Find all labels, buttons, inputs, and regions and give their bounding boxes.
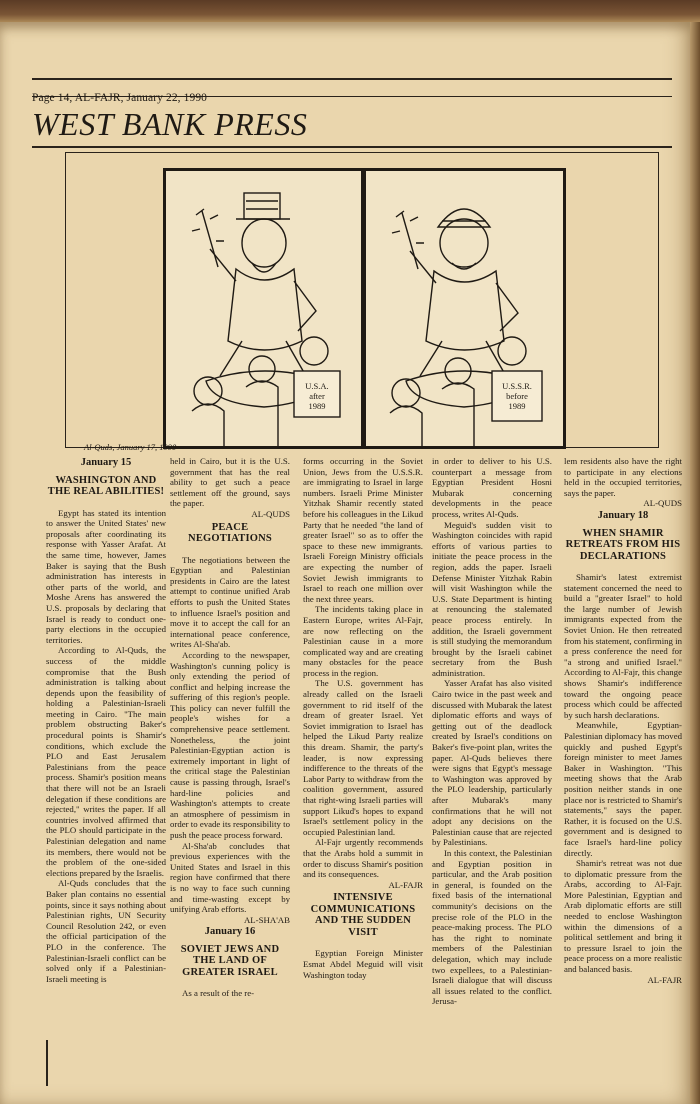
article-paragraph: Al-Sha'ab concludes that previous experiences with the United States and Israel in this region have confirmed that there is no way to face such cunning and time-wasting except by unifying Arab efforts. (170, 840, 290, 915)
article-headline: WHEN SHAMIR RETREATS FROM HIS DECLARATIONS (565, 527, 681, 562)
article-paragraph: held in Cairo, but it is the U.S. government that has the real ability to get such a peace settlement off the ground, says the paper. (170, 456, 290, 509)
section-title: WEST BANK PRESS (32, 106, 308, 142)
source-credit: AL-QUDS (643, 498, 682, 509)
title-rule (32, 146, 672, 148)
sign-ussr (492, 381, 542, 411)
article-headline: SOVIET JEWS AND THE LAND OF GREATER ISRAEL (180, 943, 280, 978)
top-rule (32, 78, 672, 80)
article-paragraph: Shamir's retreat was not due to diplomatic pressure from the Arabs, according to Al-Fajr. More Palestinian, Egyptian and Arab diplomatic efforts are still needed to enclose Washington within the dimensions of a political settlement and bring it to pressure Israel to join the peace process on a more realistic and balanced basis. (564, 858, 682, 975)
article-paragraph: Meguid's sudden visit to Washington coincides with rapid efforts of various parties to initiate the peace process in the region, adds the paper. Israeli Defense Minister Yitzhak Rabin will visit Washington while the U.S. State Department is hinting at renouncing the stalemated peace process entirely. In addition, the Israeli government is still studying the memorandum brought by the Israeli cabinet secretary from the Bush administration. (432, 519, 552, 678)
article-paragraph: The U.S. government has already called on the Israeli government to rid itself of the dream of greater Israel. Yet Soviet immigration to Israel has helped the Likud Party realize this dream. Shamir, the party's leader, is now expressing indifference to the threats of the Labor Party to withdraw from the coalition government, assured that right-wing Israeli parties will support Likud's hopes to expand Israel's settlement policy in the occupied Palestinian land. (303, 678, 423, 837)
article-paragraph: According to the newspaper, Washington's cunning policy is only extending the period of conflict and helping increase the suffering of this region's people. This policy can never fulfill the people's wishes for a comprehensive peace settlement. Nonetheless, the joint Palestinian-Egyptian action is extremely important in light of the critical stage the Palestinian cause is passing through, Israel's hard-line policies and Washington's attempts to create an atmosphere of pessimism in order to evade its responsibility to push the peace process forward. (170, 649, 290, 840)
article-paragraph: Al-Fajr urgently recommends that the Arabs hold a summit in order to discuss Shamir's position and its consequences. (303, 837, 423, 880)
article-paragraph: Al-Quds concludes that the Baker plan contains no essential points, since it says nothing about Palestinian rights, UN Security Council Resolution 242, or even the official participation of the PLO in the conference. The Palestinian-Israeli conflict can be solved only if a Palestinian-Israeli meeting is (46, 878, 166, 984)
sign-usa-line3: 1989 (308, 401, 326, 411)
article-paragraph: Egyptian Foreign Minister Esmat Abdel Meguid will visit Washington today (303, 948, 423, 980)
source-credit: AL-FAJR (388, 879, 423, 890)
sign-usa-line2: after (309, 391, 325, 401)
column-4 (432, 456, 552, 1007)
article-paragraph: Egypt has stated its intention to answer the United States' new proposals after coordinating its response with Yasser Arafat. At the same time, however, James Baker is saying that the Bush administration has interests in other parts of the world, and Moshe Arens has answered the U.S. proposals by declaring that Israel is ready to conduct one-party elections in the occupied territories. (46, 507, 166, 645)
sign-usa-line1: U.S.A. (305, 381, 329, 391)
article-headline: WASHINGTON AND THE REAL ABILITIES! (47, 474, 165, 498)
column-5 (564, 456, 682, 985)
sign-ussr-line2: before (506, 391, 528, 401)
cartoon-panel-right (363, 168, 566, 449)
column-1 (46, 456, 166, 984)
source-credit: AL-FAJR (647, 974, 682, 985)
date-heading: January 16 (204, 926, 256, 938)
article-paragraph: forms occurring in the Soviet Union, Jews from the U.S.S.R. are immigrating to Israel in large numbers. Israeli Prime Minister Yitzhak Shamir recently stated before his colleagues in the Likud Party that he needed "the land of greater Israel" so as to offer the space to these new immigrants. Israeli Foreign Ministry officials are expecting the number of Soviet Jewish immigrants to Israel to reach one million over the next three years. (303, 456, 423, 604)
column-3 (303, 456, 423, 980)
source-credit: AL-SHA'AB (243, 914, 290, 925)
margin-mark (46, 1040, 48, 1086)
page-header: Page 14, AL-FAJR, January 22, 1990 (32, 92, 208, 104)
column-2 (170, 456, 290, 999)
article-paragraph: As a result of the re- (182, 988, 255, 999)
page-edge (690, 22, 700, 1104)
cartoon-credit: Al-Quds, January 17, 1990 (84, 442, 177, 452)
article-paragraph: The incidents taking place in Eastern Europe, writes Al-Fajr, are now reflecting on the Palestinian cause in a more complicated way and are creating many obstacles for the peace process in the region. (303, 604, 423, 678)
article-paragraph: Shamir's latest extremist statement concerned the need to build a "greater Israel" to hold the large number of Jewish immigrants expected from the Soviet Union. He then retreated from his statement, confirming in a press conference the need for "a strong and unified Israel." According to Al-Fajr, this change shows Shamir's indifference toward the ongoing peace process which could be affected by such harsh declarations. (564, 572, 683, 720)
article-paragraph: Meanwhile, Egyptian-Palestinian diplomacy has moved quickly and pushed Egypt's foreign minister to meet James Baker in Washington. "This meeting shows that the Arab position neither stands in one place nor is restricted to Shamir's statements," says the paper. Rather, it is focused on the U.S. government and is designed to face Israel's hard-line policy directly. (564, 720, 683, 858)
date-heading: January 18 (597, 509, 649, 521)
article-paragraph: lem residents also have the right to participate in any elections held in the occupied territories, says the paper. (564, 456, 682, 498)
article-paragraph: in order to deliver to his U.S. counterpart a message from Egyptian President Hosni Mubarak concerning developments in the peace process, writes Al-Quds. (432, 456, 552, 519)
date-heading: January 15 (80, 457, 132, 468)
binding-strip (0, 0, 700, 24)
article-paragraph: In this context, the Palestinian and Egyptian position in particular, and the Arab position in general, is founded on the fixed basis of the international community's decisions on the precise role of the PLO in the peace-making process. The PLO has the right to nominate members of the Palestinian delegation, which may include two expellees, to a Palestinian-Israeli dialogue that will discuss all issues related to the conflict. Jerusa- (432, 847, 552, 1007)
sign-usa (294, 381, 340, 411)
cartoon-panel-left (163, 168, 364, 449)
article-paragraph: Yasser Arafat has also visited Cairo twice in the past week and discussed with Mubarak the latest diplomatic efforts and ways of getting out of the deadlock created by Israel's conditions on Baker's five-point plan, writes the paper. Al-Quds believes there were signs that Egypt's message to Washington was approved by the PLO leadership, particularly after Mubarak's many confirmations that he will not adopt any decisions on the Palestinian cause that are rejected by Palestinians. (432, 678, 552, 848)
sign-ussr-line3: 1989 (508, 401, 526, 411)
article-paragraph: According to Al-Quds, the success of the middle compromise that the Bush administration is talking about depends upon the feasibility of holding a Palestinian-Israeli meeting in Cairo. "The main problem obstructing Baker's procedural points is Shamir's conditions, which exclude the PLO and East Jerusalem Palestinians from the peace process. Shamir's position means that there will not be an Israeli delegation if these conditions are rejected," writes the paper. If all countries involved affirmed that the PLO should participate in the Palestinian delegation and name its members, there would not be the problem of the one-sided elections prepared by the Israelis. (46, 645, 166, 878)
article-headline: INTENSIVE COMMUNICATIONS AND THE SUDDEN VISIT (310, 892, 416, 938)
sign-ussr-line1: U.S.S.R. (502, 381, 532, 391)
article-paragraph: The negotiations between the Egyptian and Palestinian presidents in Cairo are the latest attempt to continue unified Arab efforts to push the United States to influence Israel's position and move it to accept the call for an international peace conference, writes Al-Sha'ab. (170, 554, 290, 650)
article-headline: PEACE NEGOTIATIONS (188, 521, 272, 545)
source-credit: AL-QUDS (251, 508, 290, 519)
